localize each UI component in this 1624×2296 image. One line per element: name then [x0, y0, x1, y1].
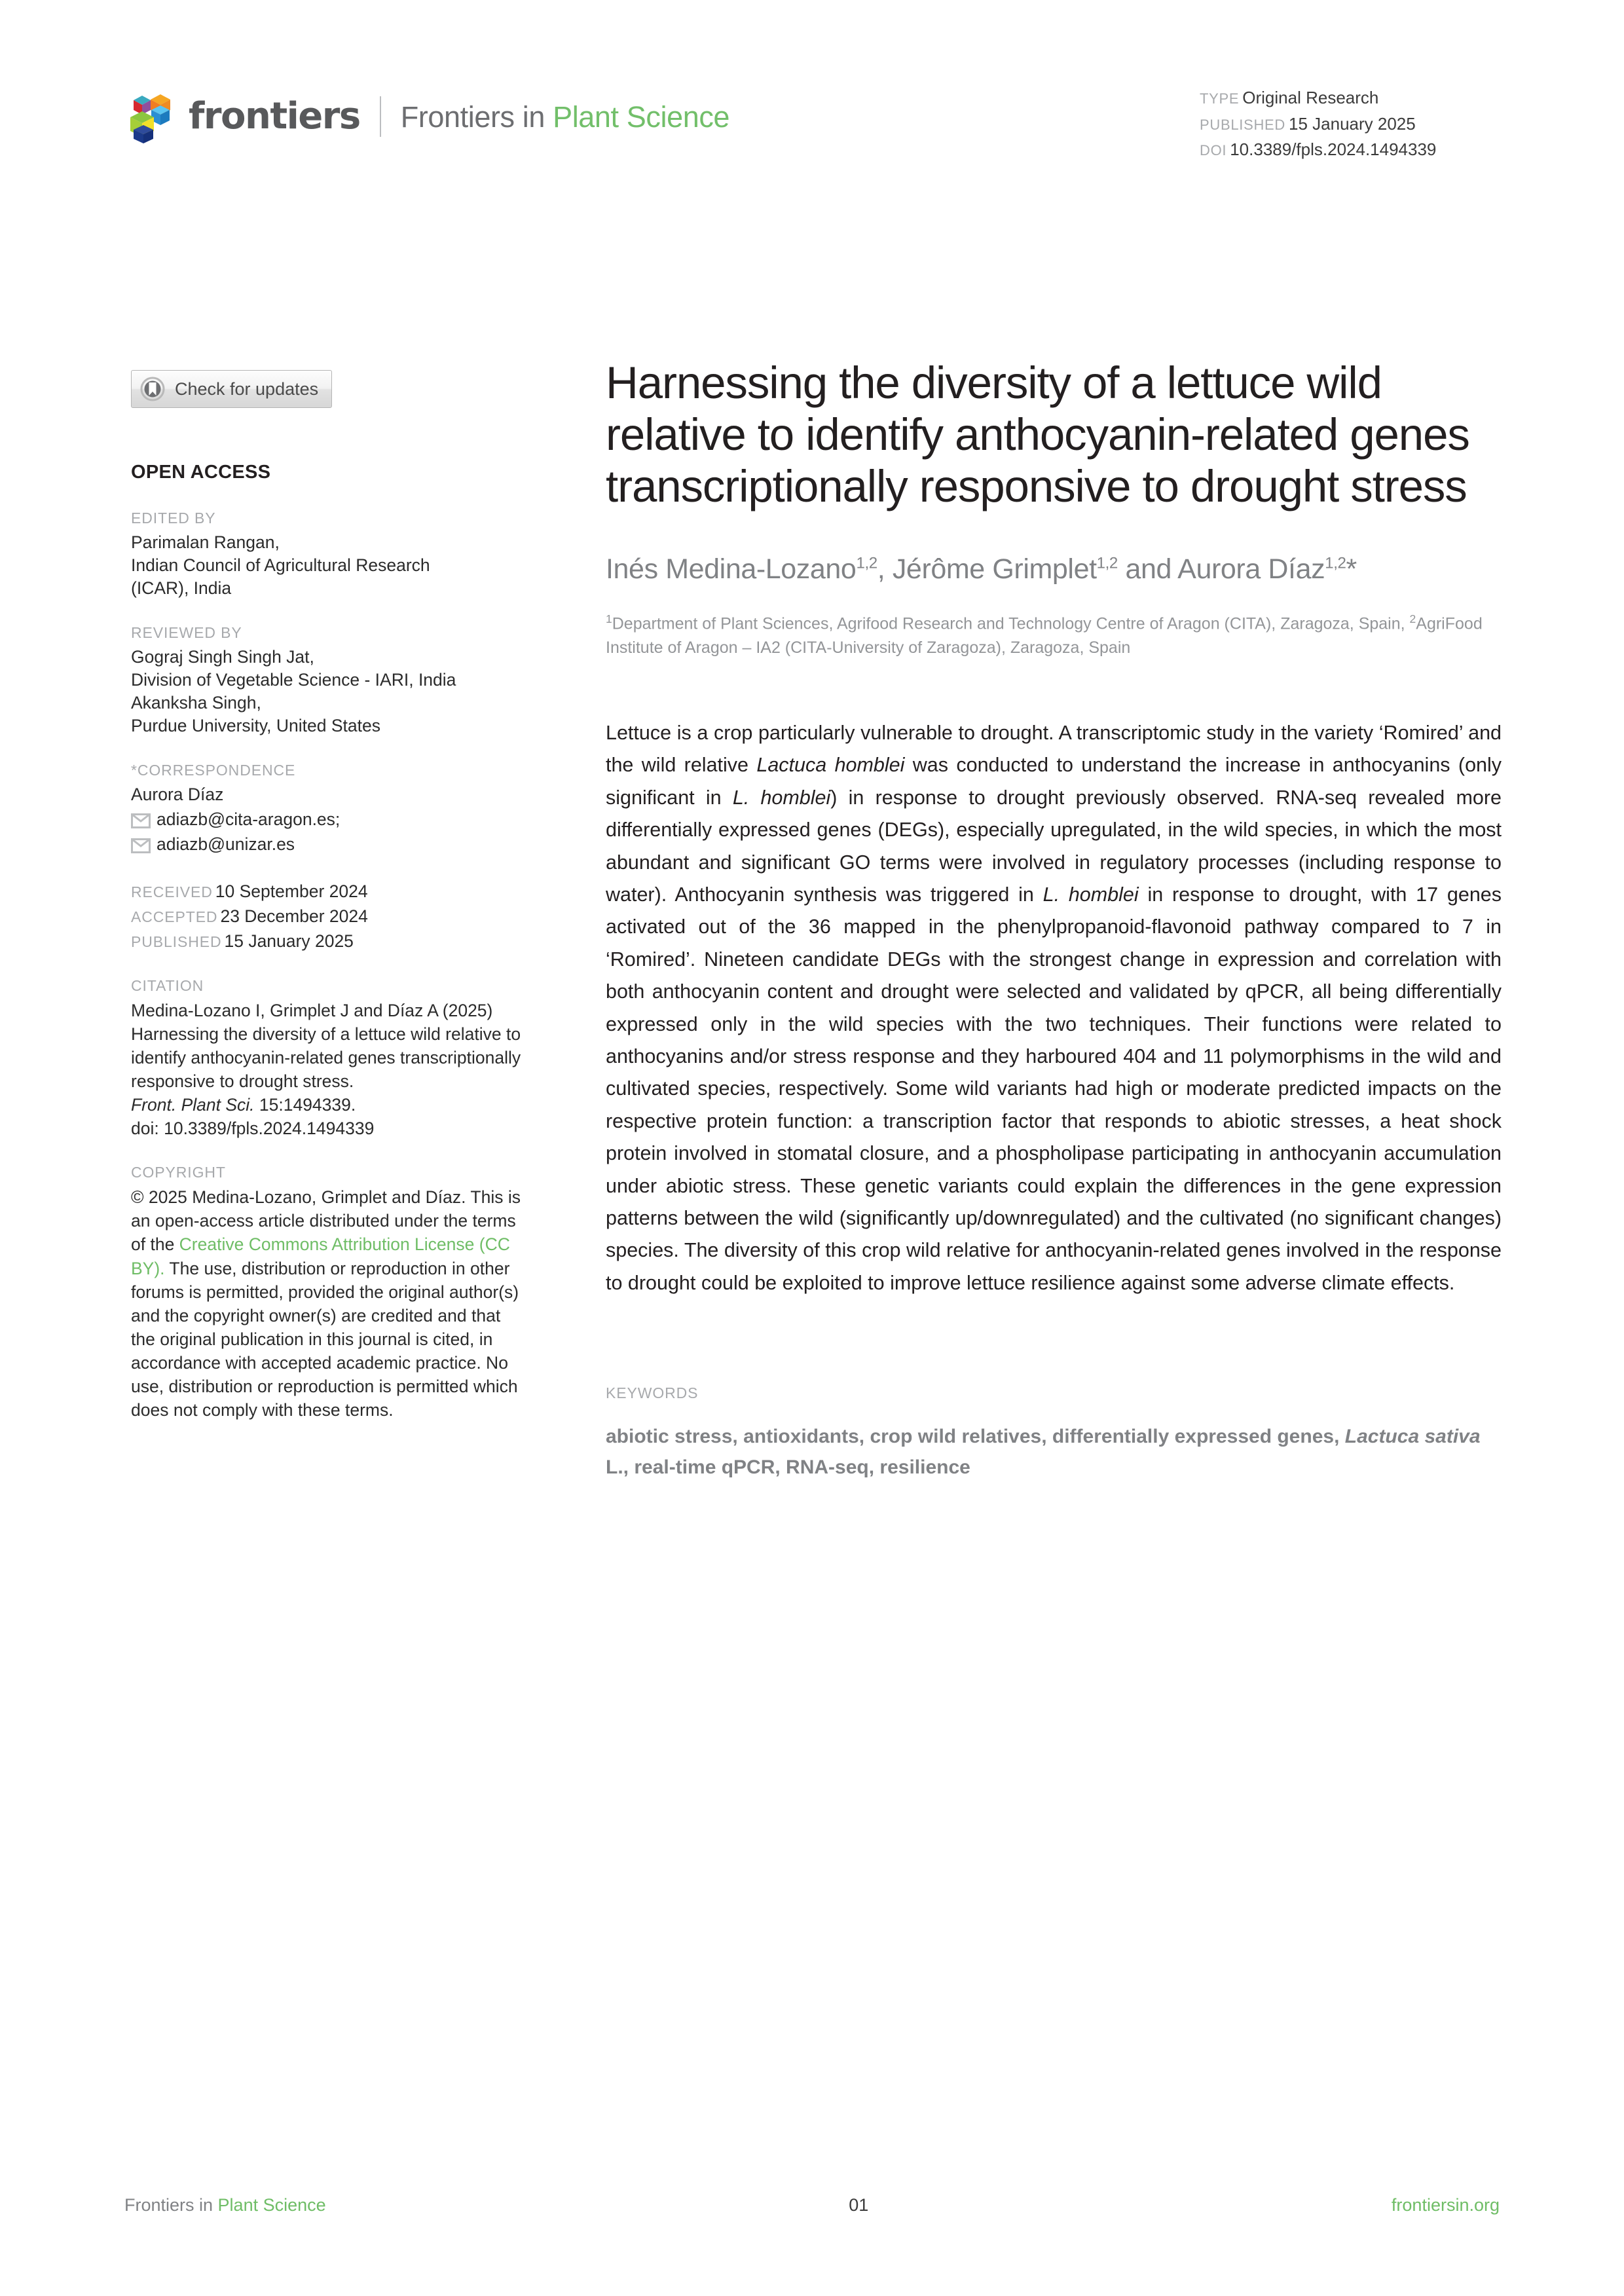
footer-journal-subject: Plant Science	[217, 2195, 326, 2215]
author-list: Inés Medina-Lozano$^{1,2}$, Jérôme Grimplet$^{1,2}$ and Aurora Díaz$^{1,2}$*	[606, 553, 1357, 585]
meta-doi-value: 10.3389/fpls.2024.1494339	[1230, 139, 1437, 160]
correspondence-email-row[interactable]	[131, 808, 524, 831]
page-footer	[124, 2195, 1500, 2215]
copyright-text	[131, 1185, 524, 1421]
reviewed-by-line: Purdue University, United States	[131, 716, 380, 736]
footer-journal-prefix: Frontiers in	[124, 2195, 218, 2215]
journal-title-prefix: Frontiers in	[400, 100, 553, 134]
edited-by-line: (ICAR), India	[131, 578, 232, 599]
received-value: 10 September 2024	[215, 881, 368, 902]
correspondence-block	[131, 762, 524, 857]
reviewed-by-line: Division of Vegetable Science - IARI, India	[131, 669, 456, 690]
edited-by-line: Indian Council of Agricultural Research	[131, 555, 430, 576]
open-access-badge: OPEN ACCESS	[131, 462, 271, 483]
article-sidebar	[131, 370, 524, 1445]
citation-doi: doi: 10.3389/fpls.2024.1494339	[131, 1119, 375, 1139]
envelope-icon	[131, 838, 151, 853]
abstract: Lettuce is a crop particularly vulnerable to drought. A transcriptomic study in the variety ‘Romired’ and the wild relative Lactuca homblei was conducted to understand the increase in anthocyanins (only significant in L. homblei) in response to drought previously observed. RNA-seq revealed more differentially expressed genes (DEGs), especially upregulated, in the wild species, in which the most abundant and significant GO terms were involved in regulatory processes (including response to water). Anthocyanin synthesis was triggered in L. homblei in response to drought, with 17 genes activated out of the 36 mapped in the phenylpropanoid-flavonoid pathway compared to 7 in ‘Romired’. Nineteen candidate DEGs with the strongest change in expression and correlation with both anthocyanin content and drought were selected and validated by qPCR, all being differentially expressed only in the wild species with the two techniques. Their functions were related to anthocyanins and/or stress response and they harboured 404 and 11 polymorphisms in the wild and cultivated species, respectively. Some wild variants had high or moderate predicted impacts on the respective protein function: a transcription factor that responds to abiotic stresses, a heat shock protein involved in stomatal closure, and a phospholipase participating in anthocyanin accumulation under abiotic stress. These genetic variants could explain the differences in the gene expression patterns between the wild (significantly up/downregulated) and the cultivated (no significant changes) species. The diversity of this crop wild relative for anthocyanin-related genes involved in the response to drought could be exploited to improve lettuce resilience against some adverse climate effects.	[606, 721, 1502, 1294]
reviewed-by-label: REVIEWED BY	[131, 623, 242, 641]
edited-by-line: Parimalan Rangan,	[131, 532, 280, 552]
copyright-block	[131, 1164, 524, 1421]
accepted-value: 23 December 2024	[220, 906, 368, 926]
edited-by-label: EDITED BY	[131, 509, 216, 527]
sidebar-published-label: PUBLISHED	[131, 933, 222, 950]
meta-type-row	[1200, 85, 1436, 111]
citation-label: CITATION	[131, 977, 204, 995]
copyright-text-part2: The use, distribution or reproduction in other forums is permitted, provided the original author(s) and the copyright owner(s) are credited and that the original publication in this journal is cited, in accordance with accepted academic practice. No use, distribution or reproduction is permitted which does not comply with these terms.	[131, 1258, 519, 1420]
meta-published-label: PUBLISHED	[1200, 116, 1286, 133]
correspondence-label: *CORRESPONDENCE	[131, 761, 296, 779]
keywords-list: abiotic stress, antioxidants, crop wild relatives, differentially expressed genes, Lactuca sativa L., real-time qPCR, RNA-seq, resilience	[606, 1426, 1481, 1478]
envelope-icon	[131, 813, 151, 828]
correspondence-email: adiazb@unizar.es	[157, 834, 295, 855]
frontiers-wordmark: frontiers	[189, 95, 360, 138]
article-title: Harnessing the diversity of a lettuce wild relative to identify anthocyanin-related genes transcriptionally responsive to drought stress	[606, 358, 1469, 511]
journal-title-subject: Plant Science	[553, 100, 730, 134]
frontiers-logo-icon	[124, 88, 175, 145]
masthead	[124, 88, 729, 145]
sidebar-published-row	[131, 929, 524, 954]
page-number: 01	[849, 2195, 869, 2215]
correspondence-email: adiazb@cita-aragon.es;	[157, 809, 341, 829]
footer-website-link[interactable]: frontiersin.org	[1391, 2195, 1500, 2215]
affiliations: $^1$Department of Plant Sciences, Agrifood Research and Technology Centre of Aragon (CITA), Zaragoza, Spain, $^2$AgriFood Institute of Aragon – IA2 (CITA-University of Zaragoza), Zaragoza, Spain	[606, 612, 1483, 657]
reviewed-by-line: Gograj Singh Singh Jat,	[131, 646, 314, 667]
meta-published-value: 15 January 2025	[1289, 113, 1416, 134]
masthead-divider	[380, 96, 381, 137]
publication-metadata	[1200, 85, 1436, 163]
cc-license-link[interactable]: Creative Commons Attribution License (CC BY).	[131, 1234, 510, 1278]
meta-type-value: Original Research	[1242, 88, 1379, 107]
citation-text: Medina-Lozano I, Grimplet J and Díaz A (2025) Harnessing the diversity of a lettuce wild relative to identify anthocyanin-related genes transcriptionally responsive to drought stress.	[131, 1001, 521, 1092]
article-main	[606, 357, 1502, 1483]
citation-journal: Front. Plant Sci.	[131, 1095, 255, 1115]
copyright-label: COPYRIGHT	[131, 1164, 226, 1181]
dates-block	[131, 880, 524, 954]
received-row	[131, 880, 524, 904]
correspondence-email-row[interactable]	[131, 833, 524, 856]
meta-published-row	[1200, 111, 1436, 138]
edited-by-block	[131, 509, 524, 601]
citation-journal-row	[131, 1093, 524, 1117]
check-for-updates-label: Check for updates	[175, 379, 319, 399]
check-for-updates-button[interactable]	[131, 370, 332, 408]
accepted-label: ACCEPTED	[131, 908, 218, 925]
sidebar-published-value: 15 January 2025	[224, 931, 354, 951]
crossmark-bookmark-icon	[139, 376, 166, 402]
meta-type-label: TYPE	[1200, 90, 1240, 107]
citation-block	[131, 977, 524, 1140]
footer-journal	[124, 2195, 326, 2215]
accepted-row	[131, 904, 524, 929]
keywords-label: KEYWORDS	[606, 1384, 699, 1402]
reviewed-by-block	[131, 624, 524, 738]
meta-doi-label: DOI	[1200, 142, 1227, 159]
received-label: RECEIVED	[131, 883, 213, 901]
meta-doi-row	[1200, 137, 1436, 163]
reviewed-by-line: Akanksha Singh,	[131, 693, 261, 713]
journal-title	[401, 102, 729, 132]
citation-volume: 15:1494339.	[254, 1095, 356, 1115]
correspondence-name: Aurora Díaz	[131, 784, 224, 804]
copyright-text-part1: © 2025 Medina-Lozano, Grimplet and Díaz. This is an open-access article distributed under the terms of the	[131, 1187, 521, 1255]
